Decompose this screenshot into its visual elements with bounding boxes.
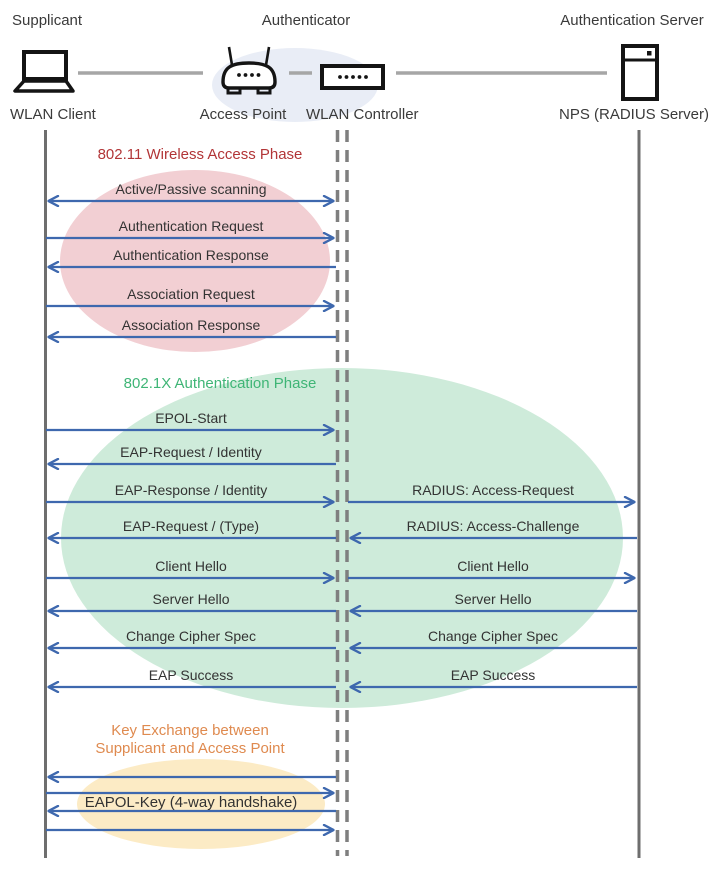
phase3-title-line1: Key Exchange between <box>111 722 269 739</box>
message-label: EAP Success <box>148 667 234 683</box>
message-label: Server Hello <box>152 591 230 607</box>
message-label: RADIUS: Access-Request <box>412 482 574 498</box>
message-label: Client Hello <box>155 558 227 574</box>
laptop-icon <box>10 49 78 102</box>
message-label: Server Hello <box>454 591 532 607</box>
message-label: Authentication Response <box>113 247 269 263</box>
nps-radius-server-label: NPS (RADIUS Server) <box>558 106 710 123</box>
message-label: EAP-Response / Identity <box>114 482 268 498</box>
phase3-title <box>45 722 335 758</box>
supplicant-role-label: Supplicant <box>12 12 83 29</box>
authentication-server-role-label: Authentication Server <box>560 12 704 29</box>
message-label: RADIUS: Access-Challenge <box>406 518 580 534</box>
message-label: Authentication Request <box>118 218 264 234</box>
message-label: EPOL-Start <box>155 410 227 426</box>
message-label: Association Request <box>127 286 255 302</box>
phase2-title: 802.1X Authentication Phase <box>123 375 317 392</box>
wlan-controller-icon <box>320 64 385 95</box>
phase3-title-line2: Supplicant and Access Point <box>95 740 285 757</box>
authenticator-role-label: Authenticator <box>261 12 351 29</box>
server-icon <box>621 44 659 106</box>
message-label: EAP-Request / Identity <box>120 444 262 460</box>
message-label: Active/Passive scanning <box>115 181 267 197</box>
phase1-title: 802.11 Wireless Access Phase <box>97 146 303 163</box>
wlan-controller-label: WLAN Controller <box>306 106 419 123</box>
message-label: Change Cipher Spec <box>126 628 256 644</box>
message-label: Change Cipher Spec <box>428 628 558 644</box>
message-label: EAP Success <box>450 667 536 683</box>
message-label: Association Response <box>121 317 261 333</box>
wlan-client-label: WLAN Client <box>10 106 96 123</box>
eapol-key-label: EAPOL-Key (4-way handshake) <box>84 794 298 811</box>
message-label: Client Hello <box>457 558 529 574</box>
access-point-label: Access Point <box>199 106 287 123</box>
access-point-icon <box>219 45 279 102</box>
message-label: EAP-Request / (Type) <box>122 518 260 534</box>
